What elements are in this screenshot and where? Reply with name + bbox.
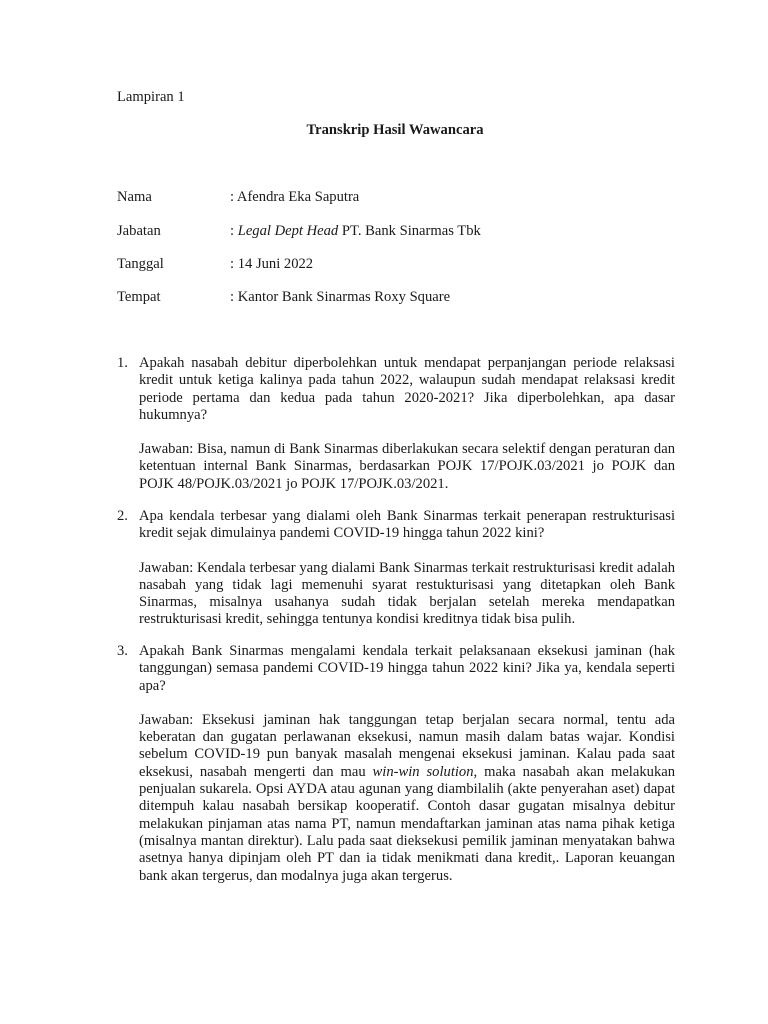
info-label-nama: Nama (117, 189, 152, 205)
answer-text-italic: win-win solution (372, 763, 474, 780)
document-title: Transkrip Hasil Wawancara (306, 122, 484, 138)
info-colon: : (230, 289, 238, 305)
question-number: 3. (117, 643, 128, 659)
info-label-tanggal: Tanggal (117, 256, 164, 272)
question-block-3 (117, 643, 675, 885)
question-text: Apakah Bank Sinarmas mengalami kendala terkait pelaksanaan eksekusi jaminan (hak tanggungan) semasa pandemi COVID-19 hingga tahun 2022 kini? Jika ya, kendala seperti apa? (139, 643, 675, 694)
info-row-nama (117, 188, 359, 206)
question-text: Apa kendala terbesar yang dialami oleh Bank Sinarmas terkait penerapan restrukturisasi kredit sejak dimulainya pandemi COVID-19 hingga tahun 2022 kini? (139, 508, 675, 542)
info-label-tempat: Tempat (117, 289, 161, 305)
info-row-jabatan (117, 222, 481, 240)
info-value-tanggal: 14 Juni 2022 (237, 256, 314, 272)
info-value-jabatan: PT. Bank Sinarmas Tbk (338, 223, 481, 239)
question-number: 2. (117, 508, 128, 524)
info-value-jabatan-italic: Legal Dept Head (237, 223, 339, 239)
answer-text (139, 712, 675, 885)
question-text: Apakah nasabah debitur diperbolehkan untuk mendapat perpanjangan periode relaksasi kredit untuk ketiga kalinya pada tahun 2022, walaupun sudah mendapat relaksasi kredit periode pertama dan kedua pada tahun 2020-2021? Jika diperbolehkan, apa dasar hukumnya? (139, 355, 675, 423)
attachment-label: Lampiran 1 (117, 89, 185, 105)
answer-text-part1: Jawaban: Eksekusi jaminan hak tanggungan tetap berjalan secara normal, tentu ada keberatan dan gugatan perlawanan eksekusi, namun masih dalam batas wajar. Kondisi sebelum COVID-19 pun banyak masalah mengenai eksekusi jaminan. Kalau pada saat eksekusi, nasabah mengerti dan mau (139, 711, 675, 780)
info-colon: : (230, 189, 237, 205)
question-number: 1. (117, 355, 128, 371)
info-row-tanggal (117, 255, 313, 273)
answer-text-part2: , maka nasabah akan melakukan penjualan sukarela. Opsi AYDA atau agunan yang diambilalih (akte penyerahan aset) dapat ditempuh kalau nasabah bersikap kooperatif. Contoh dasar gugatan misalnya debitur melakukan pinjaman atas nama PT, namun mendaftarkan jaminan atas nama pihak ketiga (misalnya mantan direktur). Lalu pada saat dieksekusi pemilik jaminan menyatakan bahwa asetnya hanya dipinjam oleh PT dan ia tidak menikmati dana kredit,. Laporan keuangan bank akan tergerus, dan modalnya juga akan tergerus. (139, 763, 676, 884)
info-value-tempat: Kantor Bank Sinarmas Roxy Square (237, 289, 451, 305)
question-block-2 (117, 508, 675, 629)
info-label-jabatan: Jabatan (117, 223, 161, 239)
info-colon: : (230, 223, 238, 239)
info-row-tempat (117, 288, 450, 306)
info-colon: : (230, 256, 238, 272)
info-value-nama: Afendra Eka Saputra (236, 189, 360, 205)
answer-text: Jawaban: Kendala terbesar yang dialami Bank Sinarmas terkait restrukturisasi kredit adalah nasabah yang tidak lagi memenuhi syarat restukturisasi yang ditetapkan oleh Bank Sinarmas, misalnya usahanya sudah tidak berjalan setelah mereka mendapatkan restrukturisasi kredit, sehingga tentunya kondisi kreditnya tidak bisa pulih. (139, 559, 675, 628)
answer-text: Jawaban: Bisa, namun di Bank Sinarmas diberlakukan secara selektif dengan peraturan dan ketentuan internal Bank Sinarmas, berdasarkan POJK 17/POJK.03/2021 jo POJK dan POJK 48/POJK.03/2021 jo POJK 17/POJK.03/2021. (139, 441, 675, 492)
question-block-1 (117, 355, 675, 493)
